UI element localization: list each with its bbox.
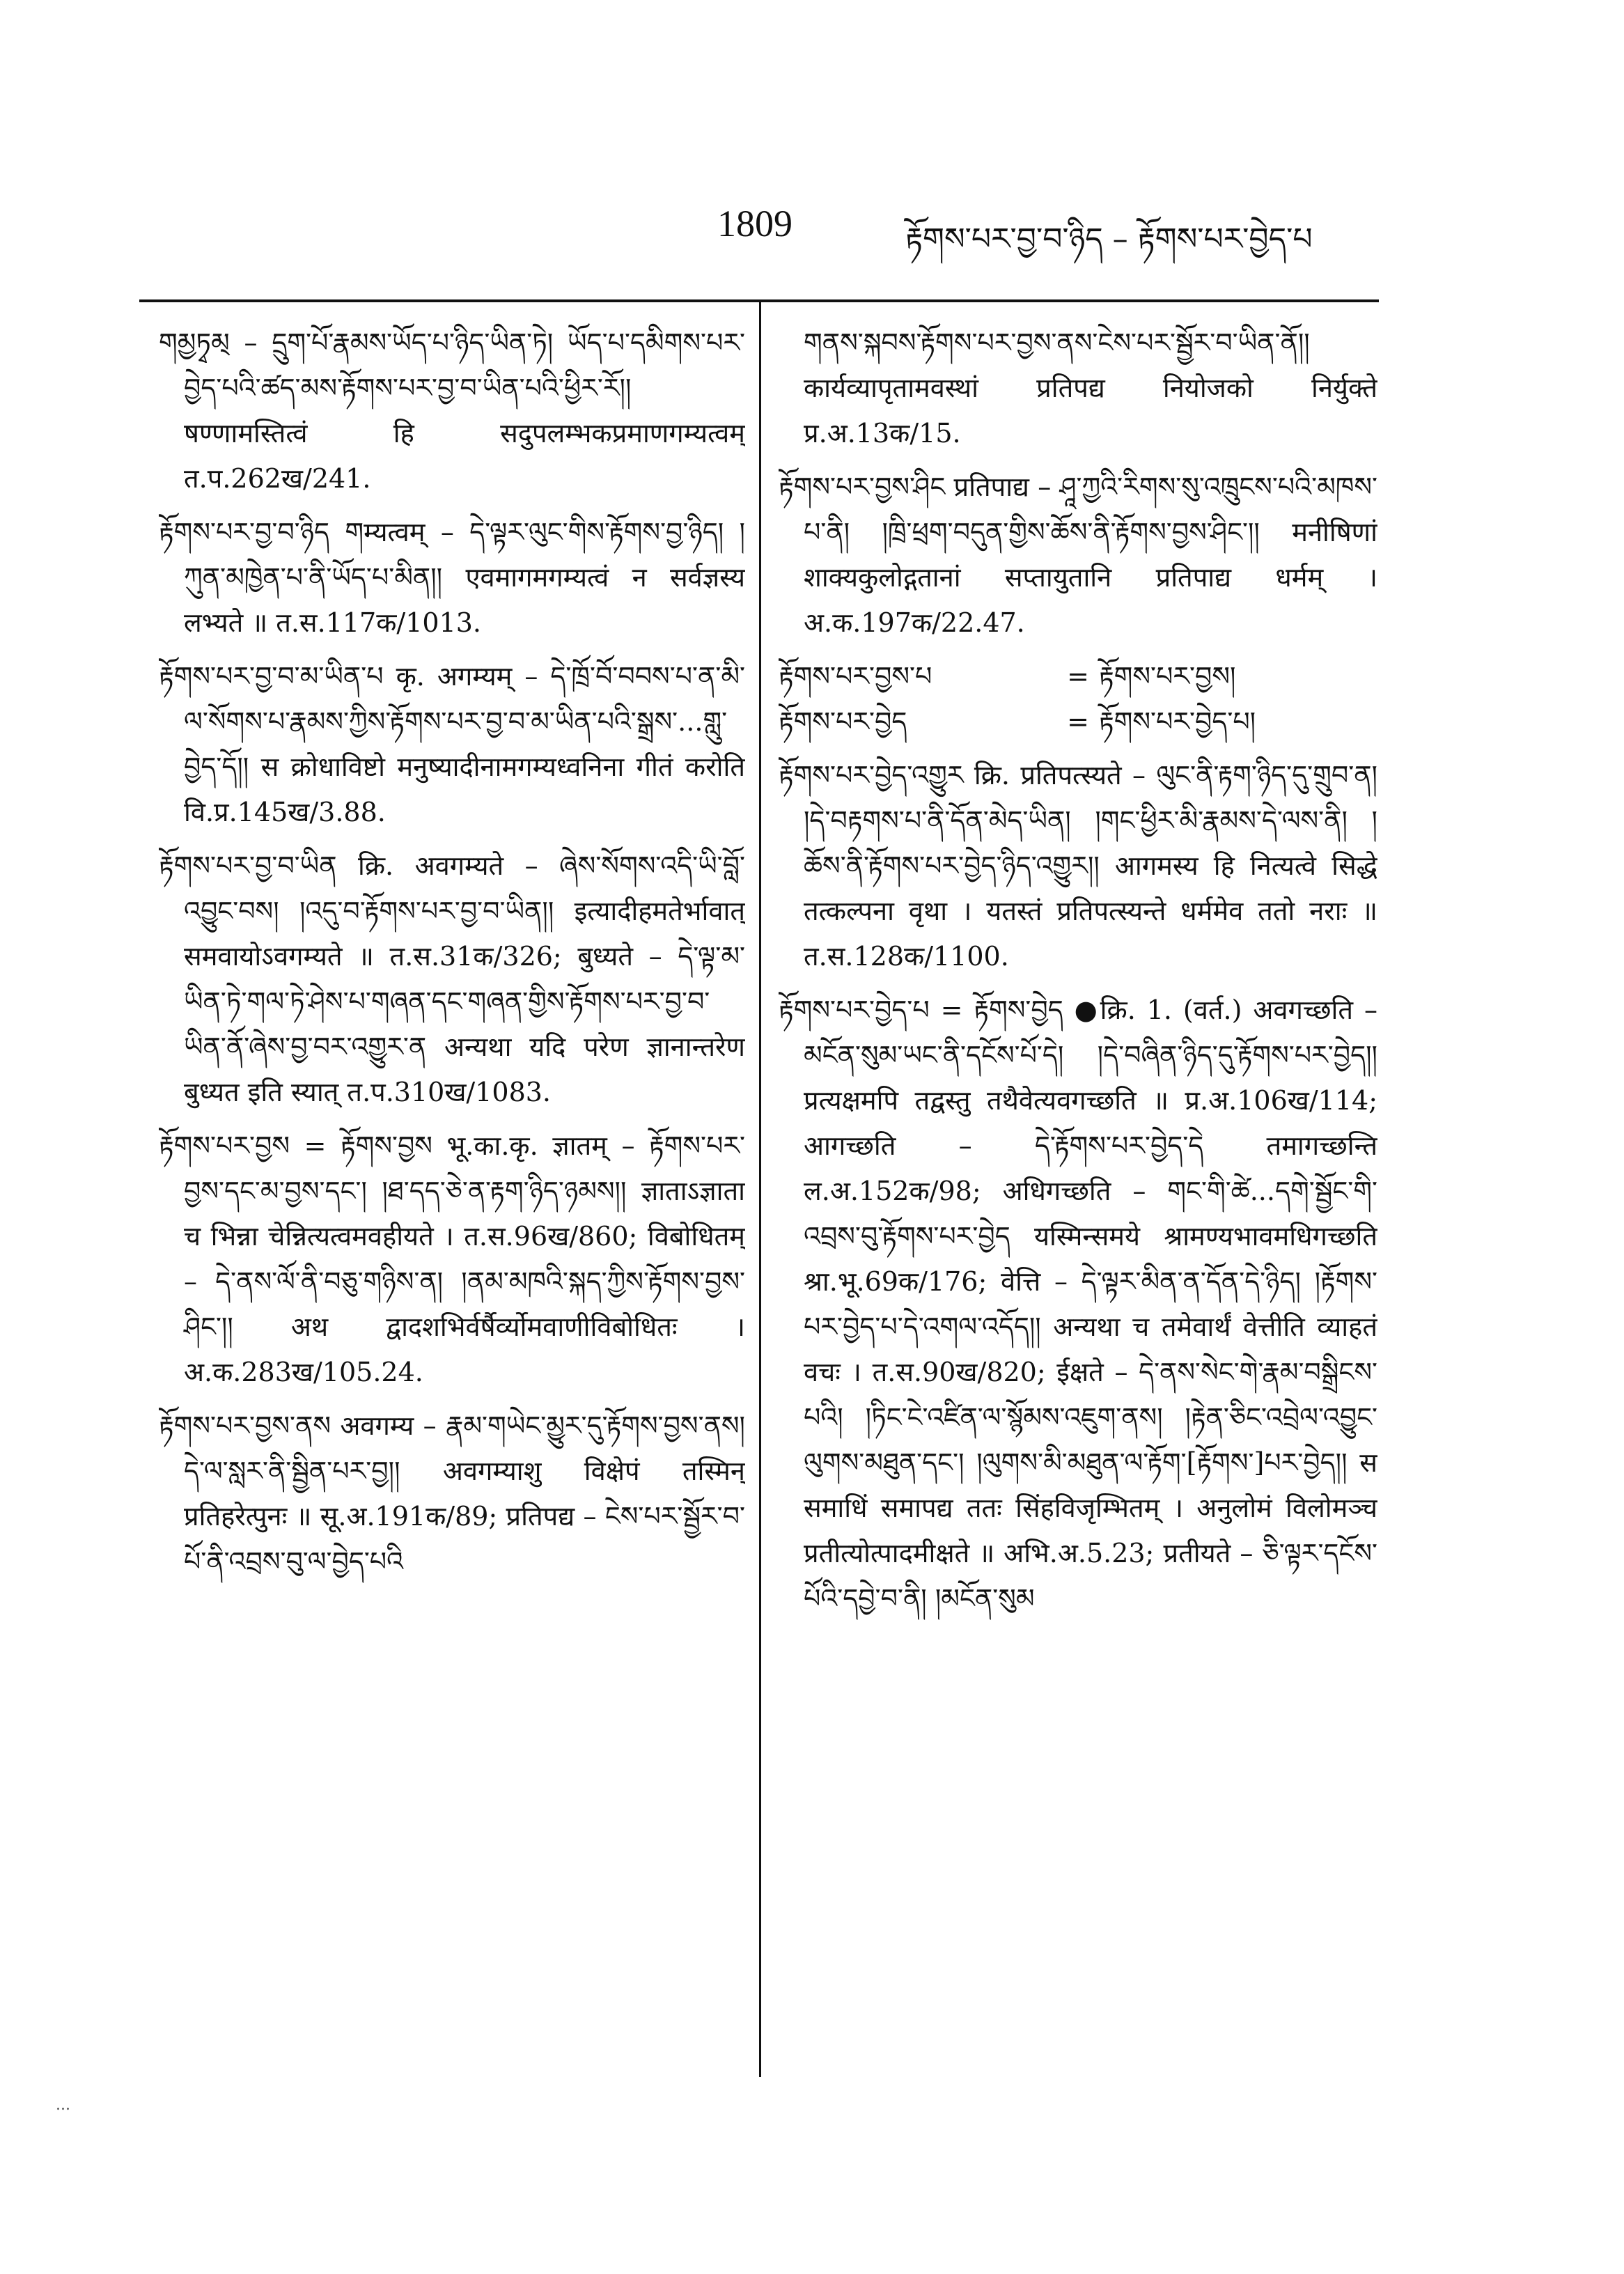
dictionary-entry: རྟོགས་པར་བྱེད་པ = རྟོགས་བྱེད ●क्रि. 1. (वर्त.) अवगच्छति – མངོན་སུམ་ཡང་ནི་དངོས་པོ་དེ། །དེ་བཞིན་ཉིད་དུ་རྟོགས་པར་བྱེད།། प्रत्यक्षमपि तद्वस्तु तथैवेत्यवगच्छति ॥ प्र.अ.106ख/114; आगच्छति – དེ་རྟོགས་པར་བྱེད་དེ तमागच्छन्ति ल.अ.152क/98; अधिगच्छति – གང་གི་ཚེ...དགེ་སྦྱོང་གི་འབྲས་བུ་རྟོགས་པར་བྱེད यस्मिन्समये श्रामण्यभावमधिगच्छति श्रा.भू.69क/176; वेत्ति – དེ་ལྟར་མིན་ན་དོན་དེ་ཉིད། །རྟོགས་པར་བྱེད་པ་དེ་འགལ་འདོད།། अन्यथा च तमेवार्थं वेत्तीति व्याहतं वचः । त.स.90ख/820; ईक्षते – དེ་ནས་སེང་གེ་རྣམ་བསྒྲིངས་པའི། །ཏིང་ངེ་འཛིན་ལ་སྙོམས་འཇུག་ནས། །རྟེན་ཅིང་འབྲེལ་འབྱུང་ལུགས་མཐུན་དང་། །ལུགས་མི་མཐུན་ལ་རྟོག་[རྟོགས་]པར་བྱེད།། स समाधिं समापद्य ततः सिंहविजृम्भितम् । अनुलोमं विलोमञ्च प्रतीत्योत्पादमीक्षते ॥ अभि.अ.5.23; प्रतीयते – ཅི་ལྟར་དངོས་པོའི་དབྱེ་བ་ནི། །མངོན་སུམ bbox=[779, 995, 1377, 1614]
entry-continuation: གནས་སྐབས་རྟོགས་པར་བྱས་ནས་ངེས་པར་སྦྱོར་བ་ཡིན་ནོ།། कार्यव्यापृतामवस्थां प्रतिपद्य नियोजको निर्युक्ते प्र.अ.13क/15. bbox=[804, 327, 1377, 449]
dictionary-entry: རྟོགས་པར་བྱས = རྟོགས་བྱས भू.का.कृ. ज्ञातम् – རྟོགས་པར་བྱས་དང་མ་བྱས་དང་། །ཐ་དད་ཅེ་ན་རྟག་ཉིད་ཉམས།། ज्ञाताऽज्ञाता च भिन्ना चेन्नित्यत्वमवहीयते । त.स.96ख/860; विबोधितम् – དེ་ནས་ལོ་ནི་བཅུ་གཉིས་ན། །ནམ་མཁའི་སྐད་ཀྱིས་རྟོགས་བྱས་ཤིང་།། अथ द्वादशभिर्वर्षैर्व्योमवाणीविबोधितः । अ.क.283ख/105.24. bbox=[159, 1130, 745, 1387]
footer-mark: ... bbox=[56, 2096, 70, 2114]
left-column bbox=[159, 320, 745, 2089]
equivalence-target: རྟོགས་པར་བྱེད་པ། bbox=[1099, 706, 1256, 737]
dictionary-entry: གམྱཏྭམ྄ – དྲུག་པོ་རྣམས་ཡོད་པ་ཉིད་ཡིན་ཏེ། ཡོད་པ་དམིགས་པར་བྱེད་པའི་ཚད་མས་རྟོགས་པར་བྱ་བ་ཡིན་པའི་ཕྱིར་རོ།། षण्णामस्तित्वं हि सदुपलम्भकप्रमाणगम्यत्वम् त.प.262ख/241. bbox=[159, 327, 745, 494]
equals-sign: = bbox=[1067, 661, 1089, 692]
right-column bbox=[779, 320, 1377, 2089]
dictionary-entry: རྟོགས་པར་བྱེད་འགྱུར क्रि. प्रतिपत्स्यते – ལུང་ནི་རྟག་ཉིད་དུ་གྲུབ་ན། །དེ་བརྟགས་པ་ནི་དོན་མེད་ཡིན། །གང་ཕྱིར་མི་རྣམས་དེ་ལས་ནི། །ཆོས་ནི་རྟོགས་པར་བྱེད་ཉིད་འགྱུར།། आगमस्य हि नित्यत्वे सिद्धे तत्कल्पना वृथा । यतस्तं प्रतिपत्स्यन्ते धर्ममेव ततो नराः ॥ त.स.128क/1100. bbox=[779, 760, 1377, 972]
dictionary-entry: རྟོགས་པར་བྱས་ནས अवगम्य – རྣམ་གཡེང་མྱུར་དུ་རྟོགས་བྱས་ནས། དེ་ལ་སླར་ནི་སྦྱིན་པར་བྱ།། अवगम्याशु विक्षेपं तस्मिन् प्रतिहरेत्पुनः ॥ सू.अ.191क/89; प्रतिपद्य – ངེས་པར་སྦྱོར་བ་པོ་ནི་འབྲས་བུ་ལ་བྱེད་པའི bbox=[159, 1410, 745, 1577]
dictionary-entry: རྟོགས་པར་བྱ་བ་མ་ཡིན་པ कृ. अगम्यम् – དེ་ཁྲོ་བོ་བབས་པ་ན་མི་ལ་སོགས་པ་རྣམས་ཀྱིས་རྟོགས་པར་བྱ་བ་མ་ཡིན་པའི་སྒྲས་...གླུ་བྱེད་དོ།། स क्रोधाविष्टो मनुष्यादीनामगम्यध्वनिना गीतं करोति वि.प्र.145ख/3.88. bbox=[159, 661, 745, 827]
dictionary-entry: རྟོགས་པར་བྱ་བ་ཉིད གम्यत्वम् – དེ་ལྟར་ལུང་གིས་རྟོགས་བྱ་ཉིད། །ཀུན་མཁྱེན་པ་ནི་ཡོད་པ་མིན།། एवमागमगम्यत्वं न सर्वज्ञस्य लभ्यते ॥ त.स.117क/1013. bbox=[159, 517, 745, 638]
equivalence-head: རྟོགས་པར་བྱེད bbox=[779, 706, 907, 737]
page-header bbox=[0, 195, 1624, 258]
column-divider bbox=[759, 301, 761, 2077]
dictionary-entry: རྟོགས་པར་བྱས་ཤིང प्रतिपाद्य – ཤཱ་ཀྱའི་རིགས་སུ་འཁྲུངས་པའི་མཁས་པ་ནི། །ཁྲི་ཕྲག་བདུན་གྱིས་ཆོས་ནི་རྟོགས་བྱས་ཤིང་།། मनीषिणां शाक्यकुलोद्गतानां सप्तायुतानि प्रतिपाद्य धर्मम् । अ.क.197क/22.47. bbox=[779, 472, 1377, 638]
dictionary-entry: རྟོགས་པར་བྱ་བ་ཡིན क्रि. अवगम्यते – ཞེས་སོགས་འདི་ཡི་བློ་འབྱུང་བས། །འདུ་བ་རྟོགས་པར་བྱ་བ་ཡིན།། इत्यादीहमतेर्भावात् समवायोऽवगम्यते ॥ त.स.31क/326; बुध्यते – དེ་ལྟ་མ་ཡིན་ཏེ་གལ་ཏེ་ཤེས་པ་གཞན་དང་གཞན་གྱིས་རྟོགས་པར་བྱ་བ་ཡིན་ནོ་ཞེས་བྱ་བར་འགྱུར་ན अन्यथा यदि परेण ज्ञानान्तरेण बुध्यत इति स्यात् त.प.310ख/1083. bbox=[159, 850, 745, 1107]
equivalence-head: རྟོགས་པར་བྱས་པ bbox=[779, 661, 932, 692]
equivalence-row bbox=[779, 699, 1377, 745]
equals-sign: = bbox=[1067, 706, 1089, 737]
running-head: རྟོགས་པར་བྱ་བ་ཉིད – རྟོགས་པར་བྱེད་པ bbox=[905, 221, 1313, 257]
equivalence-target: རྟོགས་པར་བྱས། bbox=[1099, 661, 1236, 692]
page-number: 1809 bbox=[717, 203, 793, 244]
equivalence-row bbox=[779, 654, 1377, 699]
